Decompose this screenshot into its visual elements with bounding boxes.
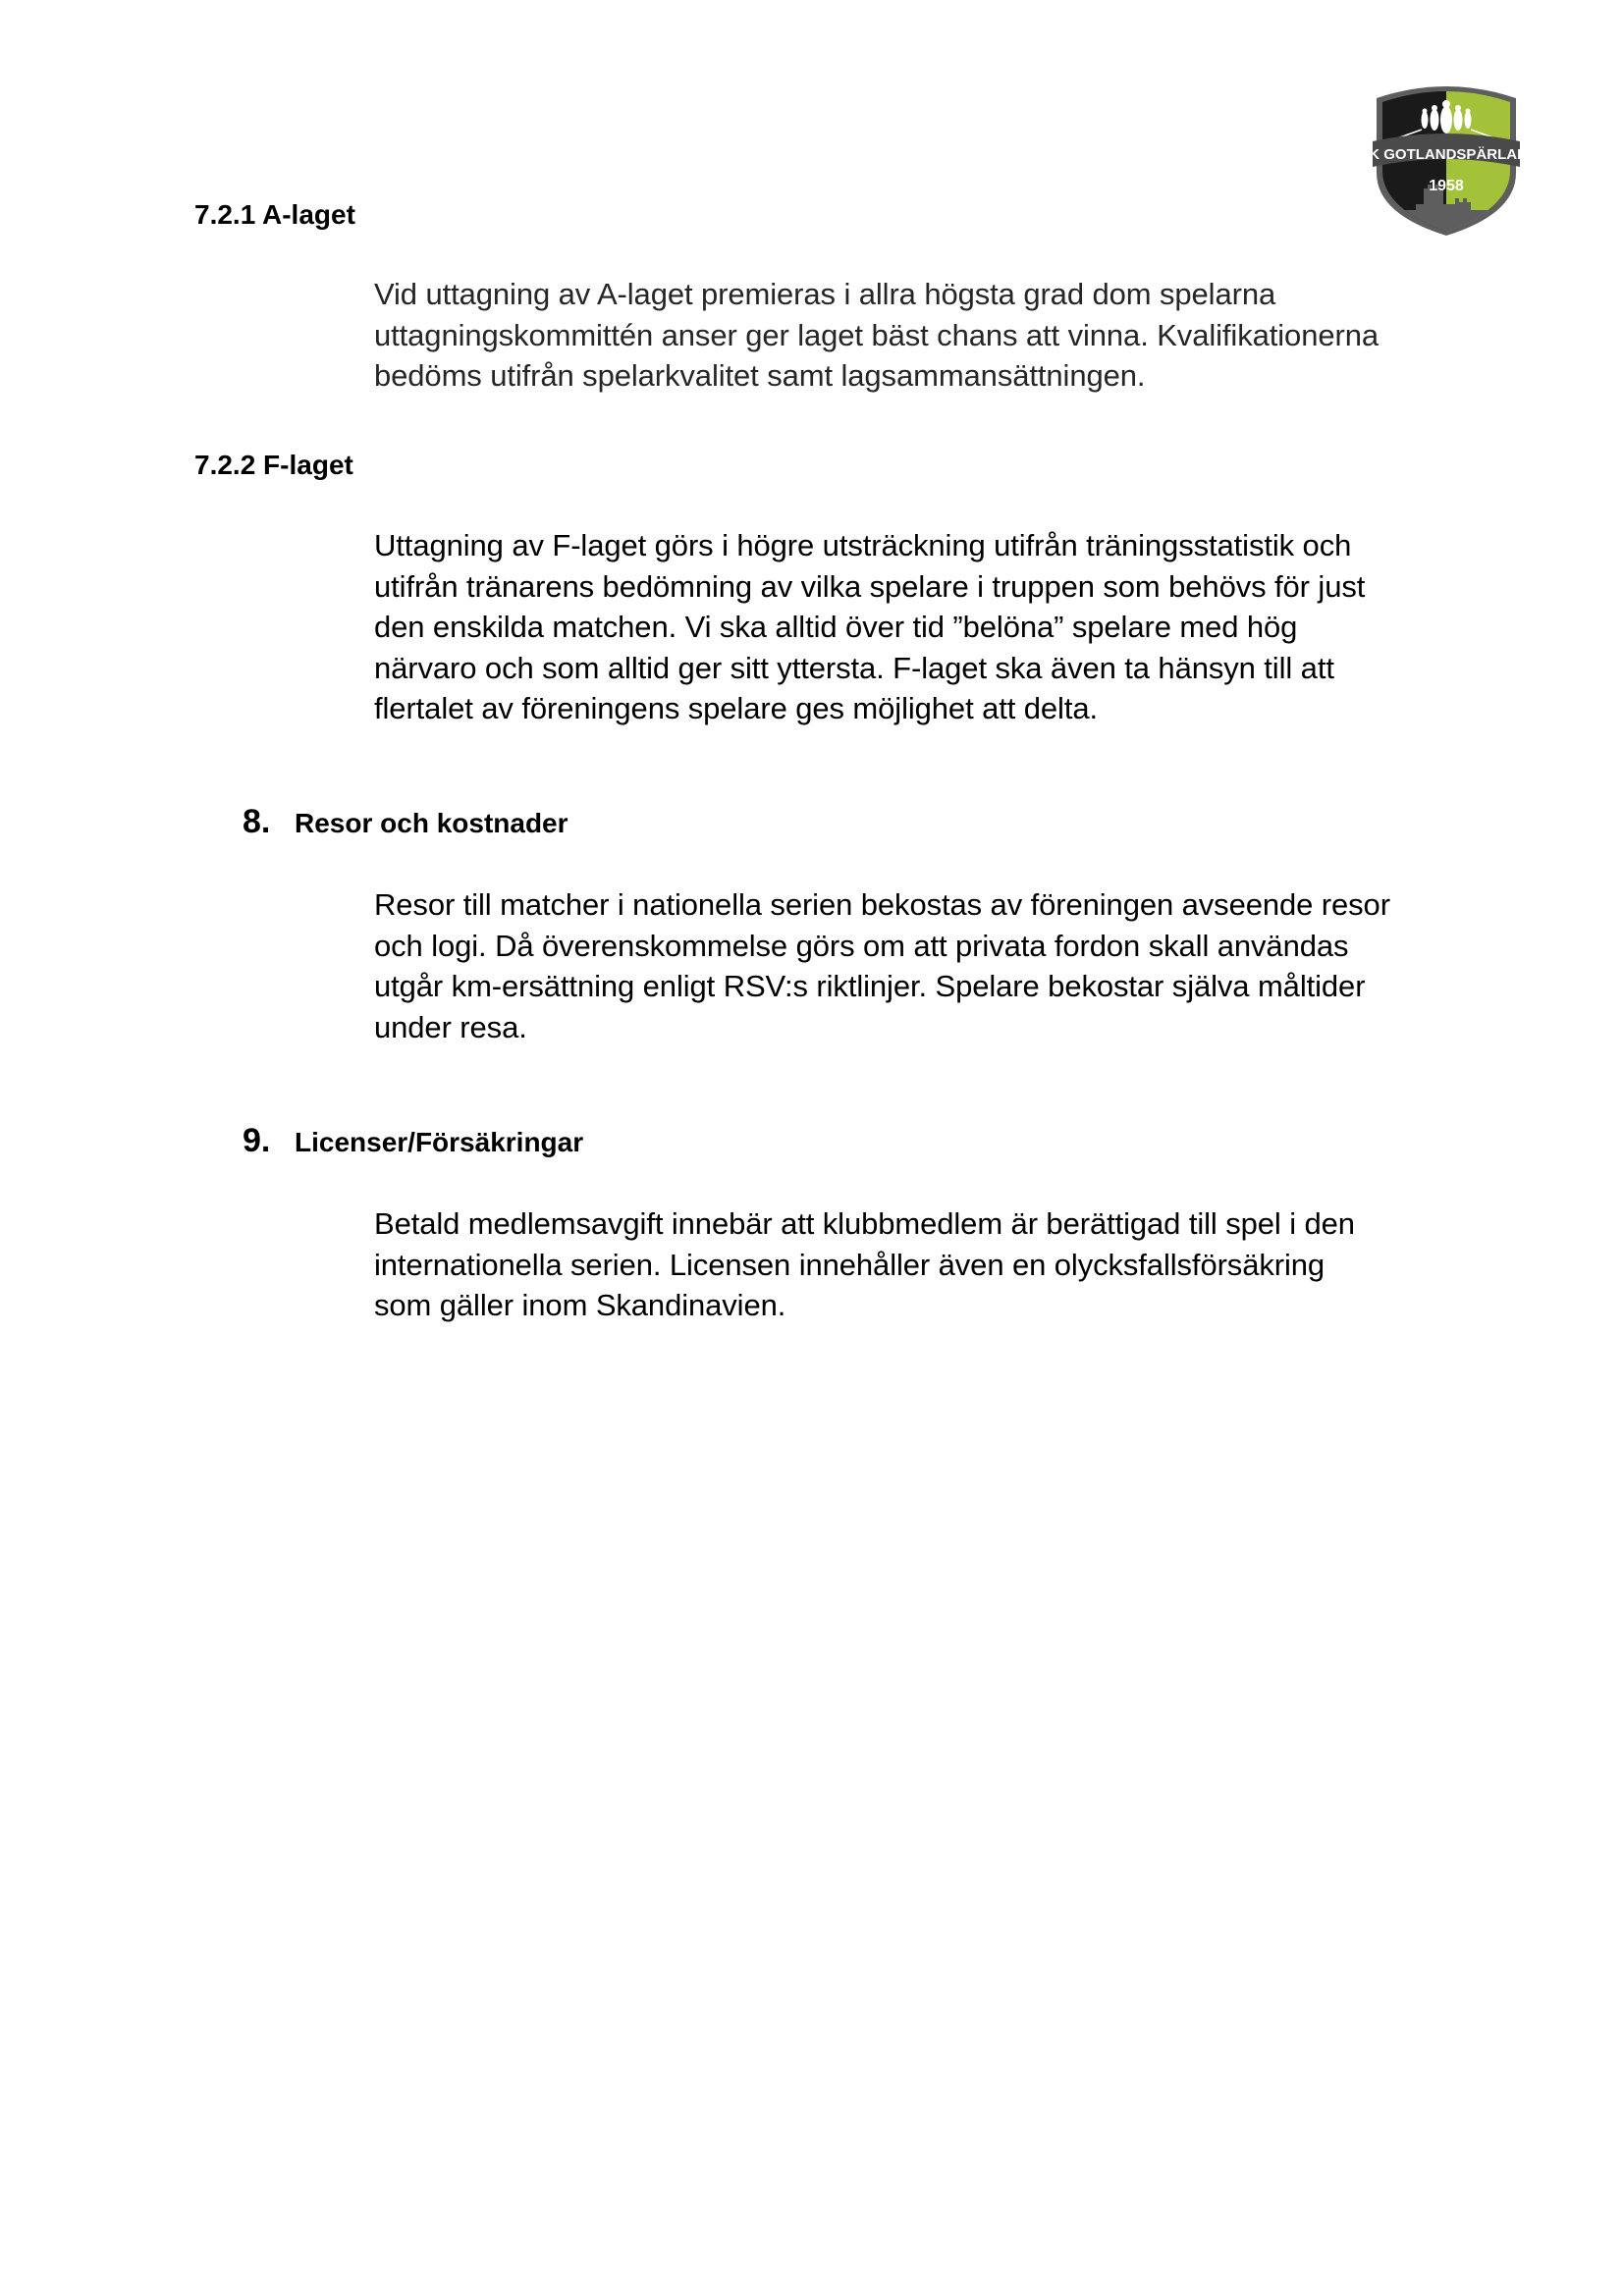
paragraph-line: och logi. Då överenskommelse görs om att privata fordon skall användas — [374, 928, 1349, 963]
paragraph-line: uttagningskommittén anser ger laget bäst chans att vinna. Kvalifikationerna — [374, 317, 1379, 352]
section-number: 8. — [243, 803, 271, 840]
paragraph-line: flertalet av föreningens spelare ges möjlighet att delta. — [374, 691, 1099, 725]
paragraph-line: Uttagning av F-laget görs i högre utsträckning utifrån träningsstatistik och — [374, 528, 1352, 562]
section-paragraph-resor — [374, 884, 1454, 1047]
section-heading-licenser — [243, 1122, 583, 1160]
section-heading-a-laget: 7.2.1 A-laget — [194, 199, 355, 230]
paragraph-line: Betald medlemsavgift innebär att klubbmedlem är berättigad till spel i den — [374, 1206, 1355, 1241]
paragraph-line: närvaro och som alltid ger sitt yttersta. F-laget ska även ta hänsyn till att — [374, 650, 1334, 685]
paragraph-line: utifrån tränarens bedömning av vilka spelare i truppen som behövs för just — [374, 568, 1366, 604]
paragraph-line: Resor till matcher i nationella serien bekostas av föreningen avseende resor — [374, 887, 1390, 922]
paragraph-line: som gäller inom Skandinavien. — [374, 1288, 786, 1322]
section-title: Licenser/Försäkringar — [295, 1127, 584, 1157]
section-paragraph-f-laget — [374, 525, 1454, 729]
section-heading-f-laget: 7.2.2 F-laget — [194, 450, 353, 480]
section-heading-resor — [243, 803, 568, 841]
paragraph-line: utgår km-ersättning enligt RSV:s riktlinjer. Spelare bekostar själva måltider — [374, 969, 1366, 1003]
paragraph-line: den enskilda matchen. Vi ska alltid över tid ”belöna” spelare med hög — [374, 610, 1298, 644]
paragraph-line: internationella serien. Licensen innehåller även en olycksfallsförsäkring — [374, 1247, 1325, 1282]
paragraph-line: under resa. — [374, 1009, 527, 1044]
paragraph-line: Vid uttagning av A-laget premieras i allra högsta grad dom spelarna — [374, 277, 1276, 311]
section-paragraph-a-laget — [374, 274, 1454, 397]
section-paragraph-licenser — [374, 1203, 1454, 1326]
section-title: Resor och kostnader — [295, 808, 568, 838]
logo-year: 1958 — [1429, 178, 1464, 194]
section-number: 9. — [243, 1122, 271, 1159]
club-logo — [1373, 80, 1520, 236]
club-shield-icon — [1373, 80, 1520, 236]
logo-club-name: IK GOTLANDSPÄRLAN — [1373, 146, 1520, 163]
paragraph-line: bedöms utifrån spelarkvalitet samt lagsammansättningen. — [374, 358, 1146, 393]
